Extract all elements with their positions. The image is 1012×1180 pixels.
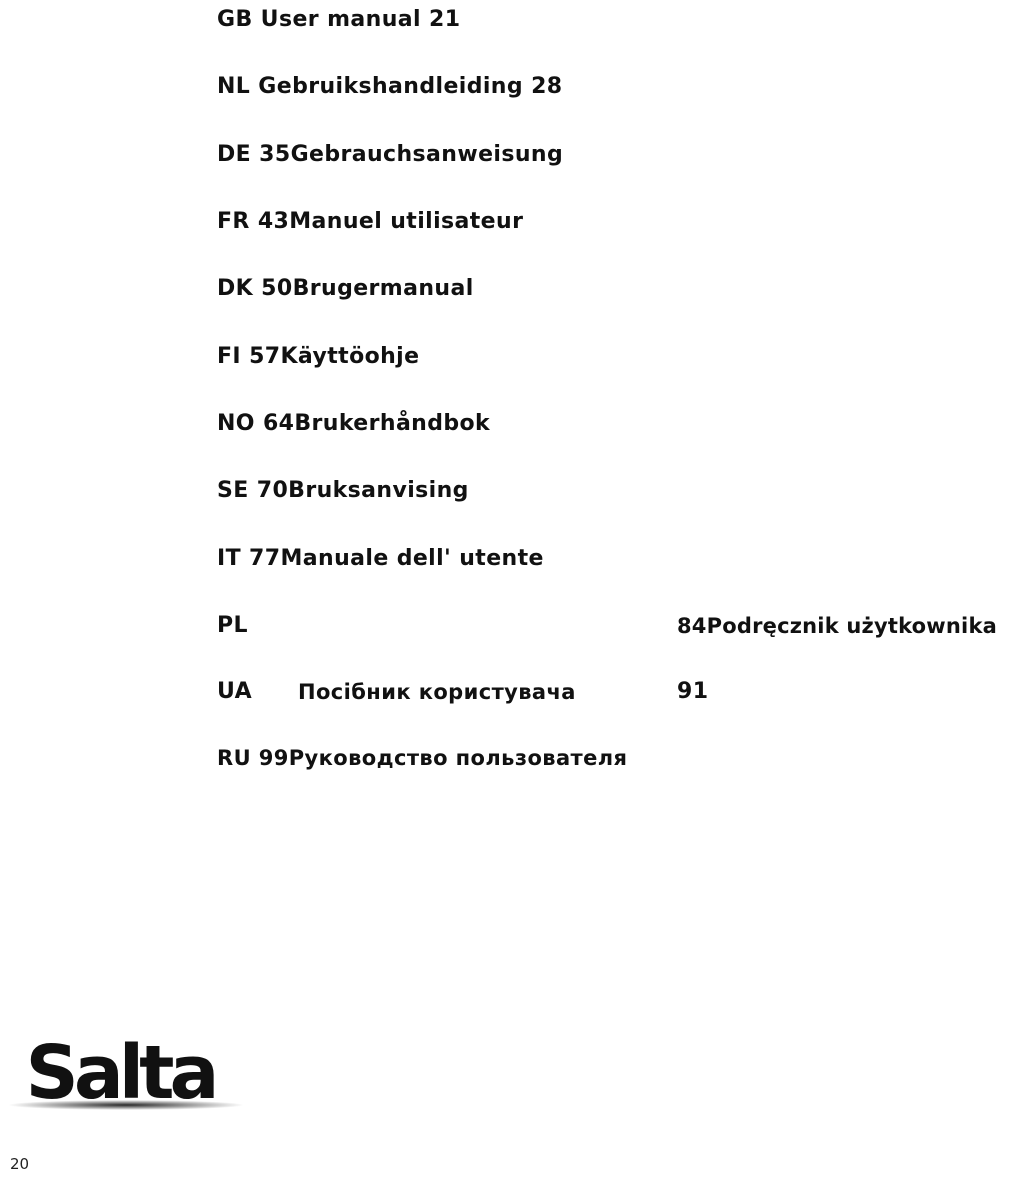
salta-logo-graphic xyxy=(8,1034,248,1118)
toc-entry-fr xyxy=(217,208,523,236)
toc-entry-nl xyxy=(217,73,563,101)
toc-entry-de xyxy=(217,141,563,169)
toc-entry-text: FI 57Käyttöohje xyxy=(217,344,420,369)
logo-wordmark: Salta xyxy=(25,1034,215,1116)
toc-entry-text: GB User manual 21 xyxy=(217,7,461,32)
toc-entry-se xyxy=(217,477,469,505)
toc-entry-pl-title: 84Podręcznik użytkownika xyxy=(677,614,997,638)
toc-entry-text: NL Gebruikshandleiding 28 xyxy=(217,74,563,99)
toc-entry-text: IT 77Manuale dell' utente xyxy=(217,546,544,571)
toc-entry-gb xyxy=(217,6,460,34)
toc-entry-no xyxy=(217,410,490,438)
toc-entry-it xyxy=(217,545,544,573)
toc-entry-fi xyxy=(217,343,419,371)
toc-entry-text: RU 99Руководство пользователя xyxy=(217,746,628,770)
page-number: 20 xyxy=(10,1155,30,1173)
toc-entry-ua-title: Посібник користувача xyxy=(298,680,576,704)
toc-entry-ua-code: UA xyxy=(217,679,253,704)
toc-entry-ua-page: 91 xyxy=(677,679,709,704)
toc-entry-pl-code: PL xyxy=(217,613,248,638)
toc-entry-text: SE 70Bruksanvising xyxy=(217,478,469,503)
toc-entry-ru xyxy=(217,744,627,772)
toc-entry-text: DK 50Brugermanual xyxy=(217,276,474,301)
toc-entry-dk xyxy=(217,275,474,303)
toc-entry-text: NO 64Brukerhåndbok xyxy=(217,411,491,436)
salta-logo xyxy=(8,1034,248,1118)
toc-entry-text: DE 35Gebrauchsanweisung xyxy=(217,142,564,167)
toc-entry-text: FR 43Manuel utilisateur xyxy=(217,209,524,234)
